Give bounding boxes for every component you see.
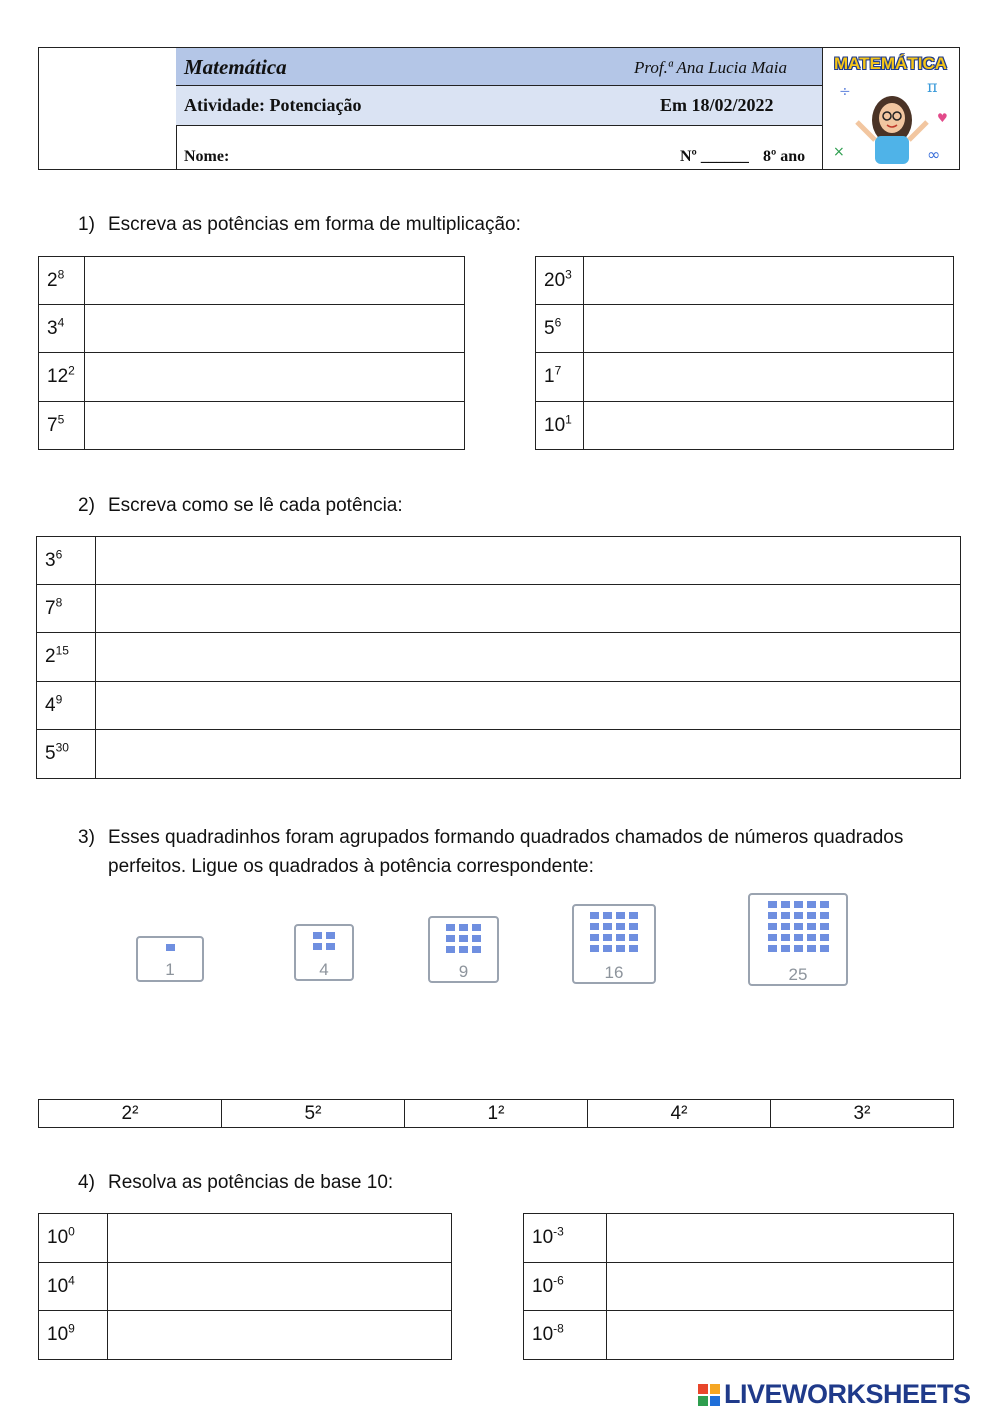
number-label: Nº ______ (680, 148, 749, 165)
square-dot (459, 935, 468, 942)
header-info (176, 48, 822, 169)
q4-left-power: $10^9$ (39, 1311, 108, 1360)
q2-power: $7^8$ (37, 585, 96, 633)
svg-text:π: π (927, 78, 938, 96)
square-dot (807, 923, 816, 930)
square-dot (472, 924, 481, 931)
square-dot (590, 912, 599, 919)
q1-right-power: $20^3$ (536, 257, 584, 305)
header-name-row (176, 126, 822, 169)
square-dot (616, 912, 625, 919)
square-dot (616, 923, 625, 930)
logo-text: MATEMÁTICA (834, 54, 947, 73)
square-dot (781, 923, 790, 930)
q4-answer-cell[interactable] (108, 1214, 452, 1263)
q1-right-table (535, 256, 954, 450)
liveworksheets-brand: LIVEWORKSHEETS (724, 1379, 971, 1409)
square-dot (807, 901, 816, 908)
square-dot (603, 945, 612, 952)
q3-power-cell[interactable]: 5² (222, 1100, 405, 1128)
svg-text:÷: ÷ (839, 84, 851, 100)
square-dot (629, 912, 638, 919)
square-dot (820, 934, 829, 941)
square-dot (794, 923, 803, 930)
q1-answer-cell[interactable] (584, 257, 954, 305)
q1-left-power: $2^8$ (39, 257, 85, 305)
square-dot (794, 934, 803, 941)
square-4[interactable]: 4 (294, 924, 354, 981)
q1-answer-cell[interactable] (85, 305, 465, 353)
q3-power-cell[interactable]: 3² (771, 1100, 954, 1128)
q1-left-table (38, 256, 465, 450)
q4-answer-cell[interactable] (607, 1311, 954, 1360)
q1-answer-cell[interactable] (85, 257, 465, 305)
square-dot (629, 934, 638, 941)
q1-answer-cell[interactable] (584, 305, 954, 353)
q2-table (36, 536, 961, 779)
q4-left-table (38, 1213, 452, 1360)
q1-left-power: $3^4$ (39, 305, 85, 353)
svg-text:♥: ♥ (937, 111, 948, 125)
square-dot (313, 943, 322, 950)
teacher-avatar-icon (831, 78, 953, 166)
q2-power: $3^6$ (37, 537, 96, 585)
square-dot (807, 912, 816, 919)
activity-title: Atividade: Potenciação (184, 95, 362, 115)
square-dot (768, 934, 777, 941)
square-16[interactable]: 16 (572, 904, 656, 984)
grade-label: 8º ano (763, 148, 806, 165)
square-dot (781, 912, 790, 919)
q2-answer-cell[interactable] (96, 682, 961, 730)
question-2-text: Escreva como se lê cada potência: (108, 495, 403, 516)
q1-answer-cell[interactable] (584, 402, 954, 450)
square-dot (781, 934, 790, 941)
q1-answer-cell[interactable] (85, 353, 465, 402)
square-dot (768, 901, 777, 908)
q4-left-power: $10^0$ (39, 1214, 108, 1263)
q4-answer-cell[interactable] (108, 1311, 452, 1360)
liveworksheets-logo (698, 1378, 994, 1410)
question-2-number: 2) (78, 495, 95, 516)
q1-answer-cell[interactable] (584, 353, 954, 402)
question-4 (78, 1172, 393, 1194)
worksheet-header (38, 47, 960, 170)
square-dot (446, 946, 455, 953)
svg-text:×: × (833, 144, 845, 160)
question-3-number: 3) (78, 827, 95, 848)
q2-power: $2^{15}$ (37, 633, 96, 682)
q2-answer-cell[interactable] (96, 730, 961, 779)
square-dot (590, 945, 599, 952)
q4-right-power: $10^{-8}$ (524, 1311, 607, 1360)
square-dot (768, 945, 777, 952)
q3-power-cell[interactable]: 2² (39, 1100, 222, 1128)
square-dot (459, 946, 468, 953)
q1-left-power: $12^2$ (39, 353, 85, 402)
q3-powers-table (38, 1099, 954, 1128)
square-dot (629, 923, 638, 930)
q4-right-power: $10^{-3}$ (524, 1214, 607, 1263)
q2-answer-cell[interactable] (96, 585, 961, 633)
square-dot (472, 935, 481, 942)
square-dot (590, 934, 599, 941)
q1-right-power: $10^1$ (536, 402, 584, 450)
question-2 (78, 495, 403, 517)
square-dot (603, 934, 612, 941)
q4-answer-cell[interactable] (607, 1263, 954, 1311)
square-dot (629, 945, 638, 952)
matematica-logo (822, 48, 959, 169)
q4-right-power: $10^{-6}$ (524, 1263, 607, 1311)
q2-power: $4^9$ (37, 682, 96, 730)
square-dot (820, 901, 829, 908)
header-activity-row (176, 86, 822, 126)
square-dot (820, 912, 829, 919)
q1-right-power: $5^6$ (536, 305, 584, 353)
q4-right-table (523, 1213, 954, 1360)
square-dot (603, 912, 612, 919)
question-3-text-line1: Esses quadradinhos foram agrupados formando quadrados chamados de números quadrados (108, 827, 904, 848)
square-dot (768, 923, 777, 930)
square-dot (794, 945, 803, 952)
header-subject-row (176, 48, 822, 86)
header-blank-cell (39, 48, 177, 169)
square-dot (472, 946, 481, 953)
activity-date: Em 18/02/2022 (660, 95, 774, 115)
q4-left-power: $10^4$ (39, 1263, 108, 1311)
question-1-number: 1) (78, 214, 95, 235)
q1-answer-cell[interactable] (85, 402, 465, 450)
square-dot (781, 901, 790, 908)
question-3 (78, 823, 903, 881)
square-dot (768, 912, 777, 919)
svg-text:∞: ∞ (927, 145, 941, 164)
q1-right-power: $1^7$ (536, 353, 584, 402)
square-dot (807, 934, 816, 941)
square-dot (807, 945, 816, 952)
q2-answer-cell[interactable] (96, 537, 961, 585)
square-dot (820, 923, 829, 930)
square-dot (313, 932, 322, 939)
square-dot (781, 945, 790, 952)
square-1[interactable]: 1 (136, 936, 204, 982)
square-dot (616, 934, 625, 941)
liveworksheets-grid-icon (698, 1384, 720, 1406)
square-dot (459, 924, 468, 931)
question-1 (78, 214, 521, 236)
question-4-text: Resolva as potências de base 10: (108, 1172, 394, 1193)
q1-left-power: $7^5$ (39, 402, 85, 450)
square-dot (446, 924, 455, 931)
question-1-text: Escreva as potências em forma de multiplicação: (108, 214, 521, 235)
square-dot (326, 943, 335, 950)
square-dot (820, 945, 829, 952)
square-dot (166, 944, 175, 951)
square-dot (326, 932, 335, 939)
square-dot (794, 901, 803, 908)
q2-power: $5^{30}$ (37, 730, 96, 779)
question-3-text-line2: perfeitos. Ligue os quadrados à potência correspondente: (108, 856, 594, 877)
perfect-squares-figure (0, 880, 1000, 1000)
q2-answer-cell[interactable] (96, 633, 961, 682)
teacher-name: Prof.ª Ana Lucia Maia (634, 58, 787, 77)
q4-answer-cell[interactable] (607, 1214, 954, 1263)
q3-power-cell[interactable]: 1² (405, 1100, 588, 1128)
q4-answer-cell[interactable] (108, 1263, 452, 1311)
square-25[interactable]: 25 (748, 893, 848, 986)
question-4-number: 4) (78, 1172, 95, 1193)
square-dot (446, 935, 455, 942)
square-dot (616, 945, 625, 952)
subject-title: Matemática (184, 55, 287, 79)
q3-power-cell[interactable]: 4² (588, 1100, 771, 1128)
square-9[interactable]: 9 (428, 916, 499, 983)
square-dot (603, 923, 612, 930)
square-dot (590, 923, 599, 930)
square-dot (794, 912, 803, 919)
name-label: Nome: (184, 148, 230, 165)
